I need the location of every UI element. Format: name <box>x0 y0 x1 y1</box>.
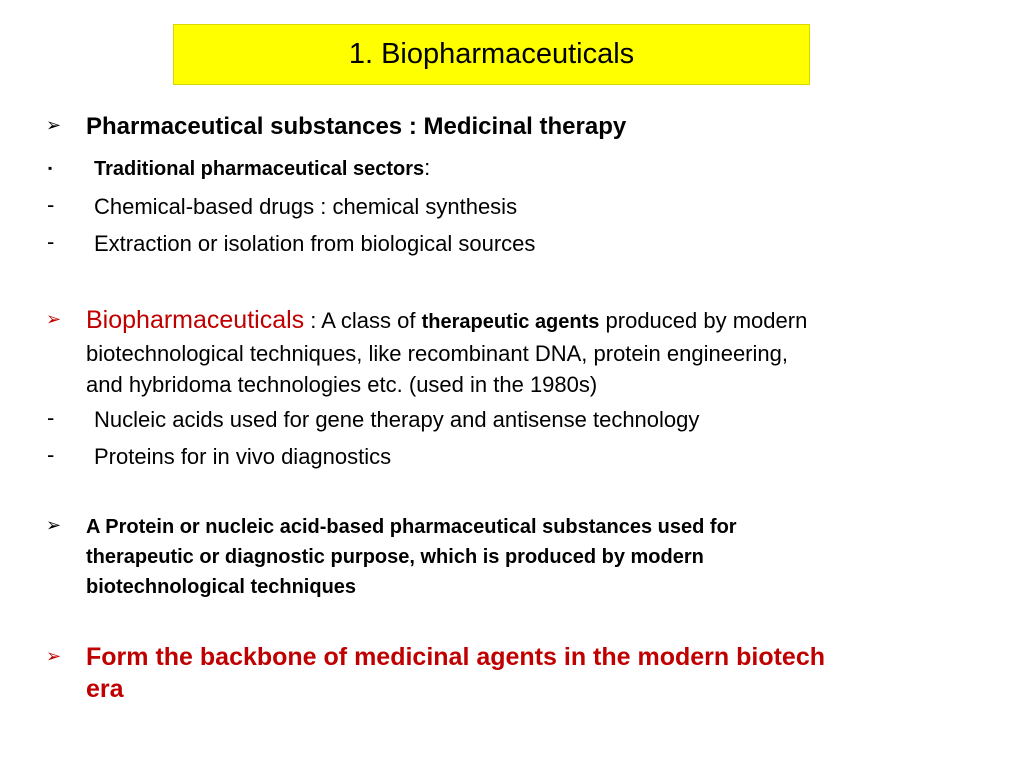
arrow-bullet-icon: ➢ <box>46 515 62 535</box>
section2-term: Biopharmaceuticals <box>86 306 305 334</box>
section1-subheading-text: Traditional pharmaceutical sectors <box>94 158 425 180</box>
dash-bullet-icon: - <box>47 442 55 467</box>
section4-line-1: Form the backbone of medicinal agents in the modern biotech <box>86 643 825 671</box>
section1-item-2: Extraction or isolation from biological sources <box>94 231 536 256</box>
dash-bullet-icon: - <box>47 405 55 430</box>
dash-bullet-icon: - <box>47 229 55 254</box>
slide-title-box <box>173 24 810 85</box>
section1-heading: Pharmaceutical substances : Medicinal therapy <box>86 113 627 140</box>
arrow-bullet-icon: ➢ <box>46 646 62 666</box>
section3-text <box>86 512 986 602</box>
section4-text <box>86 641 986 705</box>
section2-item-2: Proteins for in vivo diagnostics <box>94 444 392 469</box>
section3-line-2: therapeutic or diagnostic purpose, which is produced by modern <box>86 546 704 568</box>
section2-definition <box>86 305 986 400</box>
section3-line-1: A Protein or nucleic acid-based pharmaceutical substances used for <box>86 516 737 538</box>
section1-subheading <box>94 153 994 184</box>
square-bullet-icon: ▪ <box>48 161 53 175</box>
section2-line-1 <box>86 305 986 338</box>
section2-emphasis: therapeutic agents <box>421 311 600 333</box>
section2-text-before: A class of <box>321 308 422 333</box>
section1-item-1: Chemical-based drugs : chemical synthesis <box>94 194 518 219</box>
section2-text-after: produced by modern <box>599 308 808 333</box>
slide-title: 1. Biopharmaceuticals <box>348 38 635 70</box>
section2-item-1: Nucleic acids used for gene therapy and antisense technology <box>94 407 700 432</box>
section2-sep: : <box>304 308 322 333</box>
section1-subheading-colon: : <box>424 155 431 180</box>
dash-bullet-icon: - <box>47 192 55 217</box>
section3-line-3: biotechnological techniques <box>86 576 357 598</box>
section4-line-2: era <box>86 675 124 703</box>
section2-line-3: and hybridoma technologies etc. (used in the 1980s) <box>86 372 598 397</box>
arrow-bullet-icon: ➢ <box>46 309 62 329</box>
section2-line-2: biotechnological techniques, like recombinant DNA, protein engineering, <box>86 341 788 366</box>
arrow-bullet-icon: ➢ <box>46 115 62 135</box>
